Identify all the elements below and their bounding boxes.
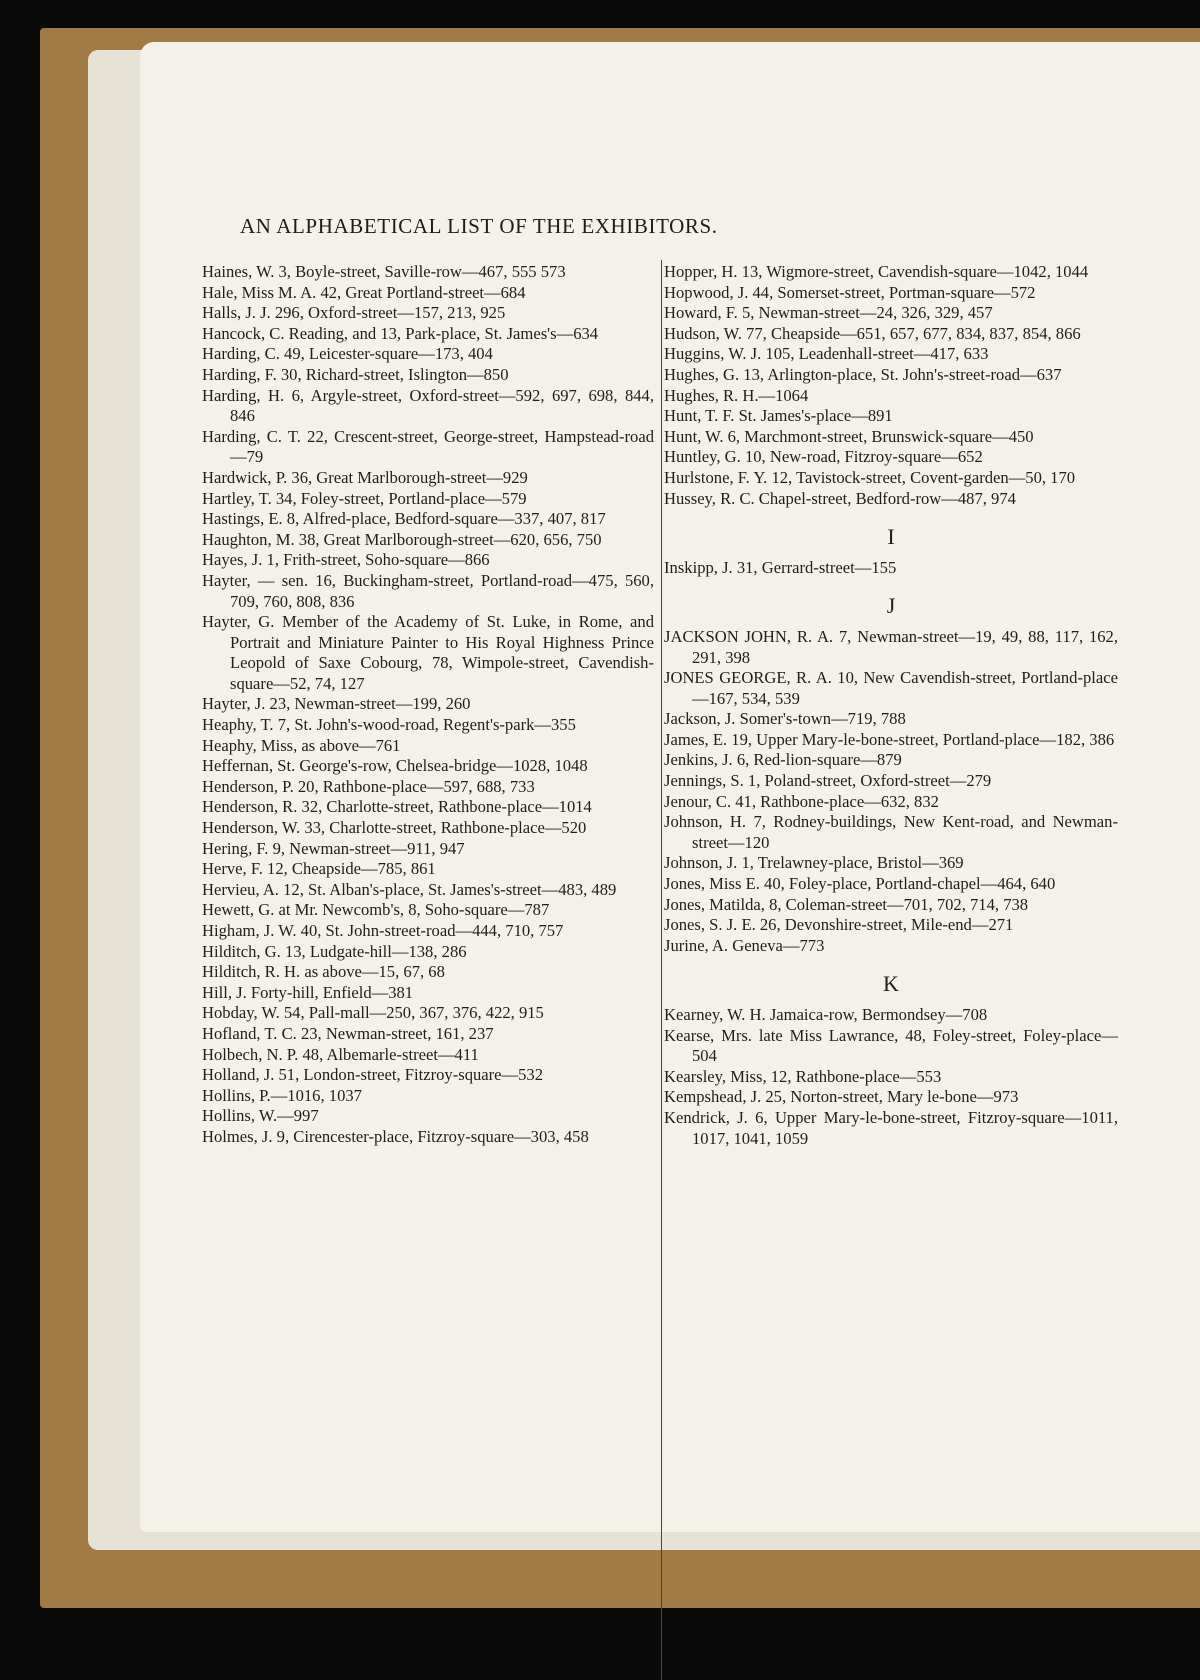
right-column	[664, 262, 1118, 1149]
page-title: AN ALPHABETICAL LIST OF THE EXHIBITORS.	[240, 214, 718, 238]
list-entry: Jenour, C. 41, Rathbone-place—632, 832	[664, 791, 939, 811]
section-letter-j: J	[886, 593, 896, 619]
list-entry: Kearse, Mrs. late Miss Lawrance, 48, Foley-street, Foley-place—504	[664, 1025, 1118, 1066]
list-entry: Haughton, M. 38, Great Marlborough-street—620, 656, 750	[202, 529, 602, 549]
list-entry: Hayter, — sen. 16, Buckingham-street, Portland-road—475, 560, 709, 760, 808, 836	[202, 570, 654, 611]
list-entry: Hayter, G. Member of the Academy of St. Luke, in Rome, and Portrait and Miniature Painter to His Royal Highness Prince Leopold of Saxe Cobourg, 78, Wimpole-street, Cavendish-square—52, 74, 127	[202, 612, 654, 693]
section-letter-i: I	[887, 524, 895, 550]
list-entry: Hardwick, P. 36, Great Marlborough-street—929	[202, 467, 528, 487]
list-entry: Heaphy, T. 7, St. John's-wood-road, Regent's-park—355	[202, 715, 576, 735]
list-entry: Hurlstone, F. Y. 12, Tavistock-street, Covent-garden—50, 170	[664, 467, 1076, 487]
list-entry: Jones, S. J. E. 26, Devonshire-street, Mile-end—271	[664, 915, 1014, 935]
list-entry: Howard, F. 5, Newman-street—24, 326, 329, 457	[664, 303, 993, 323]
list-entry: Hunt, W. 6, Marchmont-street, Brunswick-square—450	[664, 426, 1034, 446]
section-letter-k: K	[883, 971, 899, 997]
list-entry: Jones, Matilda, 8, Coleman-street—701, 702, 714, 738	[664, 894, 1029, 914]
list-entry: Henderson, W. 33, Charlotte-street, Rathbone-place—520	[202, 818, 587, 838]
list-entry: Hale, Miss M. A. 42, Great Portland-street—684	[202, 282, 526, 302]
list-entry: Hilditch, R. H. as above—15, 67, 68	[202, 962, 445, 982]
list-entry: Hudson, W. 77, Cheapside—651, 657, 677, 834, 837, 854, 866	[664, 323, 1081, 343]
list-entry: Jackson, J. Somer's-town—719, 788	[664, 709, 906, 729]
list-entry: Hayes, J. 1, Frith-street, Soho-square—866	[202, 550, 490, 570]
list-entry: Jenkins, J. 6, Red-lion-square—879	[664, 750, 902, 770]
list-entry: Halls, J. J. 296, Oxford-street—157, 213, 925	[202, 303, 506, 323]
list-entry: Hancock, C. Reading, and 13, Park-place, St. James's—634	[202, 323, 599, 343]
list-entry: JONES GEORGE, R. A. 10, New Cavendish-street, Portland-place—167, 534, 539	[664, 668, 1118, 708]
list-entry: Kendrick, J. 6, Upper Mary-le-bone-street, Fitzroy-square—1011, 1017, 1041, 1059	[664, 1107, 1118, 1148]
list-entry: Hollins, W.—997	[202, 1106, 319, 1126]
list-entry: JACKSON JOHN, R. A. 7, Newman-street—19, 49, 88, 117, 162, 291, 398	[664, 626, 1118, 667]
list-entry: Hewett, G. at Mr. Newcomb's, 8, Soho-square—787	[202, 900, 550, 920]
list-entry: Hastings, E. 8, Alfred-place, Bedford-square—337, 407, 817	[202, 509, 606, 529]
list-entry: Hilditch, G. 13, Ludgate-hill—138, 286	[202, 941, 467, 961]
list-entry: Haines, W. 3, Boyle-street, Saville-row—467, 555 573	[202, 262, 566, 281]
list-entry: Jones, Miss E. 40, Foley-place, Portland-chapel—464, 640	[664, 874, 1056, 894]
list-entry: Hartley, T. 34, Foley-street, Portland-place—579	[202, 488, 527, 508]
list-entry: Kempshead, J. 25, Norton-street, Mary le-bone—973	[664, 1087, 1019, 1107]
list-entry: Inskipp, J. 31, Gerrard-street—155	[664, 557, 897, 577]
left-column	[202, 262, 654, 1148]
list-entry: Jurine, A. Geneva—773	[664, 935, 825, 955]
list-entry: Johnson, J. 1, Trelawney-place, Bristol—369	[664, 853, 964, 873]
list-entry: Hollins, P.—1016, 1037	[202, 1085, 362, 1105]
list-entry: Holbech, N. P. 48, Albemarle-street—411	[202, 1044, 479, 1064]
list-entry: Heffernan, St. George's-row, Chelsea-bridge—1028, 1048	[202, 756, 588, 776]
list-entry: Kearney, W. H. Jamaica-row, Bermondsey—708	[664, 1005, 988, 1024]
list-entry: James, E. 19, Upper Mary-le-bone-street, Portland-place—182, 386	[664, 729, 1115, 749]
list-entry: Holmes, J. 9, Cirencester-place, Fitzroy-square—303, 458	[202, 1126, 589, 1146]
list-entry: Hopwood, J. 44, Somerset-street, Portman-square—572	[664, 282, 1036, 302]
list-entry: Hopper, H. 13, Wigmore-street, Cavendish-square—1042, 1044	[664, 262, 1089, 281]
list-entry: Hayter, J. 23, Newman-street—199, 260	[202, 694, 471, 714]
list-entry: Hughes, R. H.—1064	[664, 385, 809, 405]
column-divider	[661, 260, 662, 1680]
list-entry: Hughes, G. 13, Arlington-place, St. John's-street-road—637	[664, 364, 1062, 384]
list-entry: Hofland, T. C. 23, Newman-street, 161, 237	[202, 1023, 494, 1043]
list-entry: Hussey, R. C. Chapel-street, Bedford-row—487, 974	[664, 488, 1016, 508]
list-entry: Hering, F. 9, Newman-street—911, 947	[202, 838, 465, 858]
list-entry: Harding, F. 30, Richard-street, Islington—850	[202, 364, 509, 384]
list-entry: Huggins, W. J. 105, Leadenhall-street—417, 633	[664, 344, 989, 364]
book-page	[140, 42, 1200, 1532]
list-entry: Kearsley, Miss, 12, Rathbone-place—553	[664, 1066, 942, 1086]
list-entry: Jennings, S. 1, Poland-street, Oxford-street—279	[664, 771, 992, 791]
list-entry: Hill, J. Forty-hill, Enfield—381	[202, 982, 414, 1002]
list-entry: Huntley, G. 10, New-road, Fitzroy-square—652	[664, 447, 983, 467]
list-entry: Hobday, W. 54, Pall-mall—250, 367, 376, 422, 915	[202, 1003, 544, 1023]
list-entry: Johnson, H. 7, Rodney-buildings, New Kent-road, and Newman-street—120	[664, 812, 1118, 852]
list-entry: Higham, J. W. 40, St. John-street-road—444, 710, 757	[202, 921, 564, 940]
list-entry: Herve, F. 12, Cheapside—785, 861	[202, 859, 436, 879]
list-entry: Henderson, R. 32, Charlotte-street, Rathbone-place—1014	[202, 797, 592, 817]
list-entry: Harding, C. T. 22, Crescent-street, George-street, Hampstead-road—79	[202, 426, 654, 467]
list-entry: Henderson, P. 20, Rathbone-place—597, 688, 733	[202, 776, 535, 796]
list-entry: Harding, C. 49, Leicester-square—173, 404	[202, 344, 493, 364]
list-entry: Harding, H. 6, Argyle-street, Oxford-street—592, 697, 698, 844, 846	[202, 385, 654, 426]
list-entry: Heaphy, Miss, as above—761	[202, 735, 401, 755]
list-entry: Holland, J. 51, London-street, Fitzroy-square—532	[202, 1065, 544, 1085]
list-entry: Hunt, T. F. St. James's-place—891	[664, 406, 893, 426]
list-entry: Hervieu, A. 12, St. Alban's-place, St. James's-street—483, 489	[202, 879, 617, 899]
